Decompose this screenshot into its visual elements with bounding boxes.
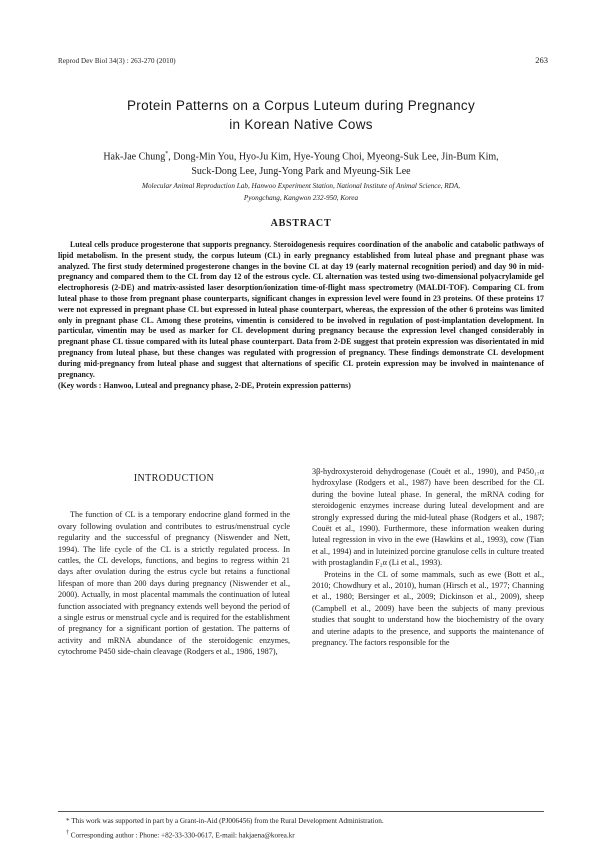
affiliation	[58, 180, 544, 204]
footnote-divider	[58, 811, 544, 812]
author-mark: *	[165, 151, 169, 157]
affiliation-line-1: Molecular Animal Reproduction Lab, Hanwoo Experiment Station, National Institute of Animal Science, RDA,	[141, 182, 461, 190]
article-title	[58, 96, 544, 134]
abstract-heading: ABSTRACT	[270, 218, 332, 229]
page-number: 263	[535, 55, 548, 65]
intro-paragraph-1: The function of CL is a temporary endocrine gland formed in the ovary following ovulation and contributes to estrus/menstrual cycle regularity and the successful of pregnancy (Niswender and Nett, 1994). The life cycle of the CL is a strictly regulated process. In cattles, the CL develops, functions, and begins to regress within 21 days after ovulation during the estrus cycle but retains a functional lifespan of more than 200 days during pregnancy (Niswender et al., 2000). Actually, in most placental mammals the continuation of luteal function associated with pregnancy extends well beyond the period of a single estrus or menstrual cycle and is required for the establishment of pregnancy for a significant portion of gestation. The patterns of activity and mRNA abundance of the steroidogenic enzymes, cytochrome P450 side-chain cleavage (Rodgers et al., 1986, 1987),	[58, 510, 290, 657]
keywords: (Key words : Hanwoo, Luteal and pregnancy phase, 2-DE, Protein expression patterns)	[58, 381, 351, 391]
footnote-corresponding	[58, 827, 544, 841]
dagger-mark: †	[66, 830, 69, 836]
corresponding-author: Hak-Jae Chung	[103, 151, 166, 163]
authors-line-1	[58, 147, 544, 164]
intro-paragraph-2: 3β-hydroxysteroid dehydrogenase (Couët et al., 1990), and P450₁₇α hydroxylase (Rodgers et al., 1987) have been described for the CL during the bovine luteal phase. In general, the mRNA coding for steroidogenic enzymes increase during luteal development and are strongly expressed during the mid-luteal phase (Rodgers et al., 1987; Couët et al., 1990). Furthermore, these information weaken during luteal regression in vivo in the ewe (Hawkins et al., 1993), cow (Tian et al., 1994) and in luteinized porcine granulose cells in culture treated with prostaglandin F₂α (Li et al., 1993).	[312, 467, 544, 568]
title-line-1: Protein Patterns on a Corpus Luteum during Pregnancy	[126, 98, 476, 113]
authors-rest: , Dong-Min You, Hyo-Ju Kim, Hye-Young Choi, Myeong-Suk Lee, Jin-Bum Kim,	[168, 151, 499, 163]
intro-paragraph-3: Proteins in the CL of some mammals, such as ewe (Bott et al., 2010; Chowdhury et al., 2010), human (Hirsch et al., 1977; Channing et al., 1980; Bersinger et al., 2009; Dickinson et al., 2009), sheep (Campbell et al., 2009) have been the subjects of many previous studies that sought to understand how the biochemistry of the ovary and uterine adapts to the presence, and supports the maintenance of pregnancy. The factors responsible for the	[312, 569, 544, 648]
footnotes	[58, 815, 544, 841]
abstract-body: Luteal cells produce progesterone that supports pregnancy. Steroidogenesis requires coordination of the anabolic and catabolic pathways of lipid metabolism. In the present study, the corpus luteum (CL) in early pregnancy established from luteal phase and pregnant phase was analyzed. The first study determined progesterone changes in the bovine CL at day 19 (early maternal recognition period) and day 90 in mid-pregnancy and compared them to the CL from day 12 of the estrous cycle. CL alternation was tested using two-dimensional polyacrylamide gel electrophoresis (2-DE) and matrix-assisted laser desorption/ionization time-of-flight mass spectrometry (MALDI-TOF). Comparing CL from luteal phase to those from pregnant phase counterparts, significant changes in expression level were found in 23 proteins. Of these proteins 17 were not expressed in pregnant phase CL but expressed in luteal phase counterpart, whereas, the expression of the other 6 proteins was limited only in pregnant phase CL. Among these proteins, vimentin is considered to be involved in regulation of post-implantation development. In particular, vimentin may be used as marker for CL development during pregnancy because the expression level changed considerably in pregnant phase CL tissue compared with its luteal phase counterpart. Data from 2-DE suggest that protein expression was disorientated in mid pregnancy from luteal phase, but these changes was regulated with progression of pregnancy. These findings demonstrate CL development during mid-pregnancy from luteal phase and suggest that alternations of specific CL protein expression may be involved in maintenance of pregnancy.	[58, 240, 544, 379]
abstract	[58, 240, 544, 392]
author-list	[58, 147, 544, 179]
right-column	[312, 466, 544, 649]
footnote-funding: * This work was supported in part by a Grant-in-Aid (PJ006456) from the Rural Development Administration.	[66, 817, 384, 825]
affiliation-line-2: Pyongchang, Kangwon 232-950, Korea	[243, 194, 359, 202]
journal-citation: Reprod Dev Biol 34(3) : 263-270 (2010)	[58, 57, 176, 65]
introduction-heading: INTRODUCTION	[133, 473, 215, 484]
title-line-2: in Korean Native Cows	[229, 117, 373, 132]
corresponding-contact: Corresponding author : Phone: +82-33-330-0617, E-mail: hakjaena@korea.kr	[69, 831, 295, 840]
left-column	[58, 466, 290, 658]
authors-line-2: Suck-Dong Lee, Jung-Yong Park and Myeung-Sik Lee	[191, 166, 411, 178]
